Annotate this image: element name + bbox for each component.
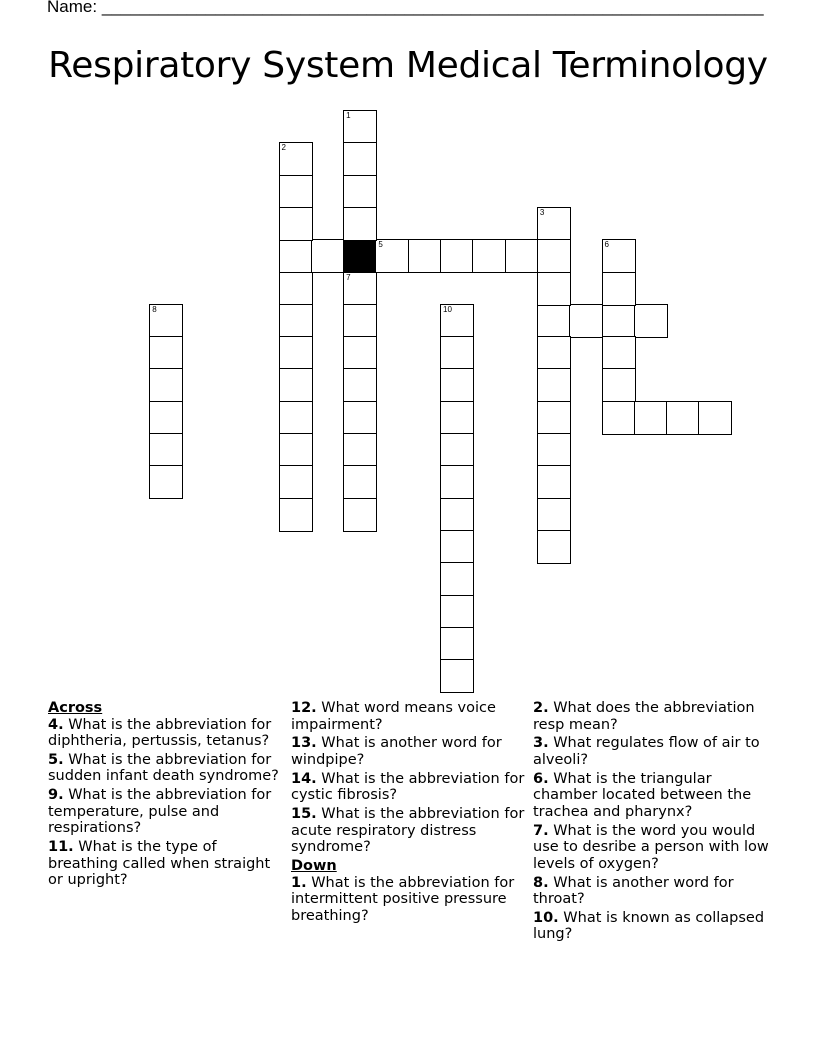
grid-cell[interactable] [537,433,571,467]
grid-cell[interactable] [279,368,313,402]
grid-cell[interactable] [343,336,377,370]
grid-cell[interactable] [537,401,571,435]
across-heading: Across [48,700,103,716]
grid-cell[interactable] [569,304,603,338]
grid-cell[interactable] [149,368,183,402]
grid-cell[interactable] [149,465,183,499]
grid-cell[interactable] [602,304,636,338]
grid-cell[interactable] [698,401,732,435]
clue-number: 8 [152,304,157,314]
grid-cell[interactable] [279,304,313,338]
clue-down-3: 3. What regulates flow of air to alveoli? [533,735,760,768]
clue-across-13: 13. What is another word for windpipe? [291,735,502,768]
grid-cell[interactable] [537,239,571,273]
clue-across-4: 4. What is the abbreviation for diphtheria, pertussis, tetanus? [48,716,272,749]
grid-cell[interactable] [602,239,636,273]
clue-down-7: 7. What is the word you would use to desribe a person with low levels of oxygen? [533,822,769,872]
grid-cell[interactable] [440,401,474,435]
grid-cell[interactable] [408,239,442,273]
grid-cell[interactable] [440,562,474,596]
clue-number: 2 [281,143,286,153]
clue-number: 10 [443,304,452,314]
name-label: Name: [47,0,98,16]
grid-cell[interactable] [440,498,474,532]
black-square [343,239,377,273]
grid-cell[interactable] [279,498,313,532]
grid-cell[interactable] [279,465,313,499]
grid-cell[interactable] [279,239,313,273]
clue-across-14: 14. What is the abbreviation for cystic fibrosis? [291,770,525,804]
grid-cell[interactable] [149,304,183,338]
clue-down-8: 8. What is another word for throat? [533,874,734,908]
grid-cell[interactable] [279,175,313,209]
clue-across-11: 11. What is the type of breathing called when straight or upright? [48,839,271,889]
clue-down-2: 2. What does the abbreviation resp mean? [533,700,755,733]
grid-cell[interactable] [666,401,700,435]
grid-cell[interactable] [440,433,474,467]
grid-cell[interactable] [279,142,313,176]
grid-cell[interactable] [602,272,636,306]
clue-number: 6 [604,240,609,250]
grid-cell[interactable] [602,401,636,435]
grid-cell[interactable] [279,401,313,435]
grid-cell[interactable] [149,401,183,435]
down-heading: Down [291,858,337,875]
clue-down-6: 6. What is the triangular chamber located between the trachea and pharynx? [533,770,752,820]
grid-cell[interactable] [343,207,377,241]
grid-cell[interactable] [537,272,571,306]
grid-cell[interactable] [440,627,474,661]
grid-cell[interactable] [149,433,183,467]
grid-cell[interactable] [279,336,313,370]
grid-cell[interactable] [343,304,377,338]
grid-cell[interactable] [343,110,377,144]
clue-number: 1 [346,111,351,120]
grid-cell[interactable] [634,401,668,435]
grid-cell[interactable] [343,401,377,435]
clue-down-1: 1. What is the abbreviation for intermittent positive pressure breathing? [291,874,515,924]
grid-cell[interactable] [343,368,377,402]
grid-cell[interactable] [279,433,313,467]
clue-across-12: 12. What word means voice impairment? [291,700,496,733]
grid-cell[interactable] [440,304,474,338]
page-title: Respiratory System Medical Terminology [48,45,768,86]
clue-number: 7 [346,272,351,282]
grid-cell[interactable] [602,368,636,402]
clue-column-2 [291,700,531,926]
grid-cell[interactable] [537,498,571,532]
grid-cell[interactable] [537,336,571,370]
grid-cell[interactable] [343,498,377,532]
grid-cell[interactable] [505,239,539,273]
grid-cell[interactable] [440,530,474,564]
grid-cell[interactable] [149,336,183,370]
grid-cell[interactable] [440,465,474,499]
grid-cell[interactable] [343,465,377,499]
clue-column-3 [533,700,773,945]
grid-cell[interactable] [537,368,571,402]
grid-cell[interactable] [537,465,571,499]
grid-cell[interactable] [343,433,377,467]
grid-cell[interactable] [602,336,636,370]
grid-cell[interactable] [537,530,571,564]
grid-cell[interactable] [440,595,474,629]
clue-down-10: 10. What is known as collapsed lung? [533,909,765,943]
grid-cell[interactable] [375,239,409,273]
grid-cell[interactable] [311,239,345,273]
grid-cell[interactable] [537,304,571,338]
grid-cell[interactable] [343,272,377,306]
clue-across-5: 5. What is the abbreviation for sudden infant death syndrome? [48,751,279,785]
clue-column-1 [48,700,288,891]
grid-cell[interactable] [343,142,377,176]
grid-cell[interactable] [440,659,474,693]
grid-cell[interactable] [343,175,377,209]
grid-cell[interactable] [440,336,474,370]
grid-cell[interactable] [472,239,506,273]
grid-cell[interactable] [279,272,313,306]
grid-cell[interactable] [279,207,313,241]
grid-cell[interactable] [440,368,474,402]
name-line: ______________________________________________________________________ [101,0,764,16]
clue-across-15: 15. What is the abbreviation for acute respiratory distress syndrome? [291,806,525,856]
clue-number: 5 [378,240,383,250]
grid-cell[interactable] [634,304,668,338]
clue-across-9: 9. What is the abbreviation for temperature, pulse and respirations? [48,787,272,837]
grid-cell[interactable] [440,239,474,273]
clue-number: 3 [539,207,545,217]
grid-cell[interactable] [537,207,571,241]
